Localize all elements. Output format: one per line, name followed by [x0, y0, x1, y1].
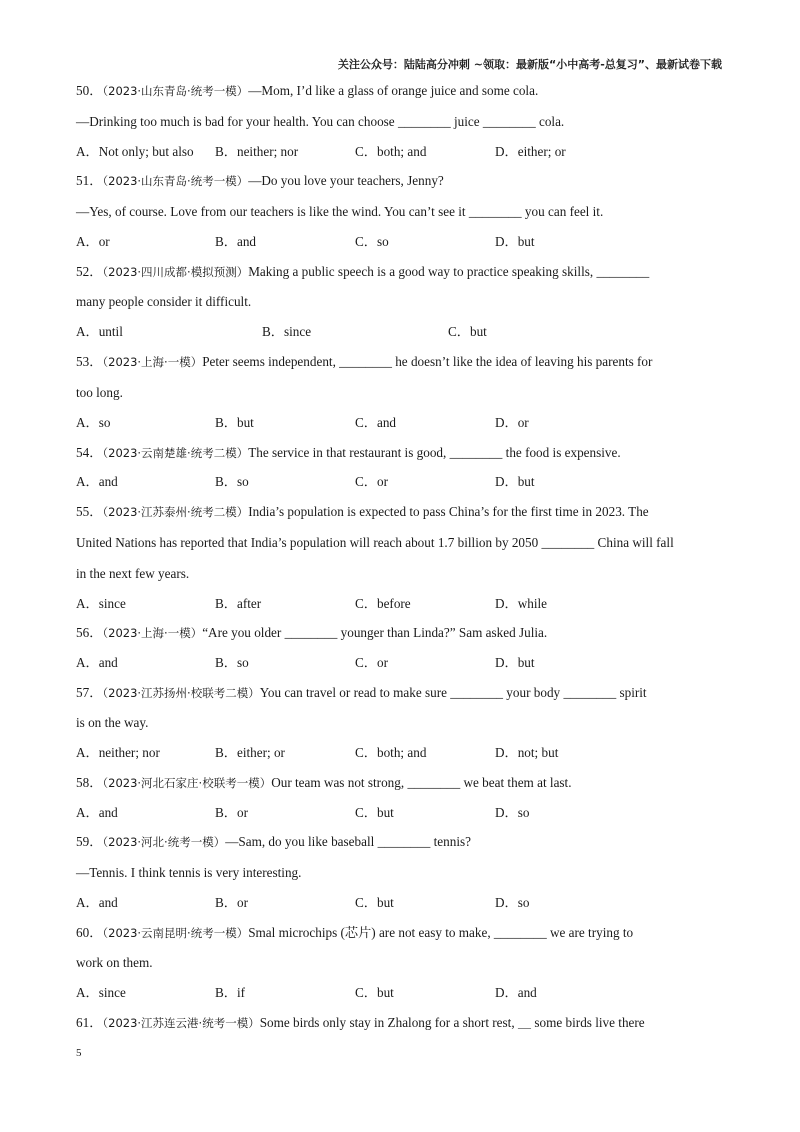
answer-option-b[interactable]: B．either; or	[215, 745, 285, 761]
answer-option-d[interactable]: D．but	[495, 654, 535, 670]
answer-option-b[interactable]: B．neither; nor	[215, 143, 299, 159]
answer-option-b[interactable]: B．but	[215, 414, 254, 430]
question-item	[76, 678, 726, 768]
answer-option-a[interactable]: A．or	[76, 234, 110, 250]
question-text: Our team was not strong, ________ we beat them at last.	[271, 775, 572, 790]
question-stem-continued	[76, 377, 726, 408]
question-number: 59．	[76, 834, 103, 850]
answer-option-c[interactable]: C．but	[355, 895, 394, 911]
answer-option-d[interactable]: D．not; but	[495, 745, 559, 761]
page-number: 5	[76, 1047, 82, 1059]
question-item	[76, 827, 726, 917]
question-stem	[76, 257, 726, 287]
question-item	[76, 438, 726, 497]
question-source: （2023·河北石家庄·校联考一模）	[102, 776, 272, 790]
answer-option-d[interactable]: D．so	[495, 895, 530, 911]
question-item	[76, 166, 726, 256]
answer-options	[76, 467, 726, 497]
answer-option-b[interactable]: B．so	[215, 654, 249, 670]
answer-option-d[interactable]: D．but	[495, 234, 535, 250]
answer-option-b[interactable]: B．or	[215, 804, 248, 820]
question-number: 53．	[76, 354, 103, 370]
answer-option-c[interactable]: C．or	[355, 654, 388, 670]
answer-option-d[interactable]: D．and	[495, 985, 537, 1001]
answer-option-b[interactable]: B．or	[215, 895, 248, 911]
question-stem	[76, 618, 726, 648]
answer-option-d[interactable]: D．either; or	[495, 143, 566, 159]
answer-option-c[interactable]: C．but	[355, 804, 394, 820]
answer-option-a[interactable]: A．and	[76, 474, 118, 490]
question-text: —Yes, of course. Love from our teachers is like the wind. You can’t see it ________ you can feel it.	[76, 204, 604, 220]
question-stem-continued	[76, 707, 726, 738]
question-source: （2023·上海·一模）	[102, 355, 203, 370]
question-list	[76, 76, 726, 1038]
question-number: 56．	[76, 625, 103, 641]
answer-options	[76, 408, 726, 438]
question-item	[76, 1008, 726, 1038]
answer-options	[76, 589, 726, 619]
page-header: 关注公众号：陆陆高分冲刺 ~领取：最新版“小中高考-总复习”、最新试卷下载	[337, 58, 722, 71]
question-source: （2023·江苏连云港·统考一模）	[102, 1016, 260, 1031]
answer-option-b[interactable]: B．if	[215, 985, 246, 1001]
question-text: many people consider it difficult.	[76, 294, 252, 310]
question-text: —Sam, do you like baseball ________ tennis?	[225, 834, 471, 850]
question-text: work on them.	[76, 955, 153, 971]
question-stem-continued	[76, 196, 726, 227]
answer-option-b[interactable]: B．and	[215, 234, 257, 250]
question-stem	[76, 76, 726, 106]
question-text: You can travel or read to make sure ________ your body ________ spirit	[259, 684, 647, 700]
question-number: 60．	[76, 924, 103, 940]
question-text: in the next few years.	[76, 565, 190, 581]
answer-option-b[interactable]: B．since	[262, 324, 312, 340]
answer-option-a[interactable]: A．since	[76, 985, 126, 1001]
answer-option-a[interactable]: A．so	[76, 414, 111, 430]
answer-options	[76, 888, 726, 918]
question-text: Peter seems independent, ________ he doesn’t like the idea of leaving his parents for	[202, 354, 653, 370]
answer-option-d[interactable]: D．while	[495, 595, 548, 611]
question-item	[76, 497, 726, 618]
question-text: The service in that restaurant is good, ________ the food is expensive.	[248, 444, 621, 460]
question-text: “Are you older ________ younger than Linda?” Sam asked Julia.	[202, 625, 548, 641]
question-text: Some birds only stay in Zhalong for a short rest, ＿ some birds live there	[259, 1015, 645, 1031]
answer-option-c[interactable]: C．both; and	[355, 745, 427, 761]
answer-option-a[interactable]: A．and	[76, 654, 118, 670]
question-item	[76, 618, 726, 677]
question-stem	[76, 166, 726, 196]
answer-options	[76, 227, 726, 257]
question-text: Making a public speech is a good way to practice speaking skills, ________	[248, 263, 650, 279]
question-text: India’s population is expected to pass China’s for the first time in 2023. The	[248, 503, 649, 519]
question-text: —Drinking too much is bad for your health. You can choose ________ juice ________ cola.	[76, 113, 565, 129]
question-source: （2023·四川成都·模拟预测）	[102, 264, 249, 279]
answer-option-c[interactable]: C．before	[355, 595, 411, 611]
question-stem	[76, 497, 726, 527]
answer-option-c[interactable]: C．or	[355, 474, 388, 490]
answer-option-a[interactable]: A．since	[76, 595, 126, 611]
question-source: （2023·云南昆明·统考一模）	[102, 925, 249, 940]
question-stem-continued	[76, 286, 726, 317]
question-source: （2023·山东青岛·统考一模）	[102, 84, 249, 98]
question-stem	[76, 768, 726, 798]
answer-option-a[interactable]: A．Not only; but also	[76, 143, 194, 159]
answer-options	[76, 978, 726, 1008]
question-source: （2023·山东青岛·统考一模）	[102, 174, 249, 189]
question-source: （2023·江苏泰州·统考二模）	[102, 504, 249, 519]
answer-option-a[interactable]: A．until	[76, 324, 123, 340]
question-text: United Nations has reported that India’s population will reach about 1.7 billion by 2050 ________ China will fall	[76, 534, 674, 550]
question-stem	[76, 827, 726, 857]
question-number: 54．	[76, 444, 103, 460]
question-text: is on the way.	[76, 715, 149, 731]
answer-options	[76, 137, 726, 167]
answer-option-c[interactable]: C．but	[448, 324, 487, 340]
question-stem	[76, 347, 726, 377]
question-stem-continued	[76, 857, 726, 888]
question-item	[76, 347, 726, 437]
question-number: 58．	[76, 775, 103, 790]
answer-option-a[interactable]: A．and	[76, 895, 118, 911]
question-item	[76, 257, 726, 347]
answer-options	[76, 738, 726, 768]
answer-option-c[interactable]: C．and	[355, 414, 397, 430]
question-text: —Mom, I’d like a glass of orange juice and some cola.	[248, 83, 539, 98]
answer-options	[76, 317, 726, 347]
question-text: too long.	[76, 384, 123, 400]
answer-option-b[interactable]: B．after	[215, 595, 262, 611]
question-stem	[76, 438, 726, 468]
question-stem-continued	[76, 558, 726, 589]
question-item	[76, 918, 726, 1008]
answer-option-c[interactable]: C．but	[355, 985, 394, 1001]
answer-option-c[interactable]: C．so	[355, 234, 389, 250]
question-stem	[76, 918, 726, 948]
question-text: —Do you love your teachers, Jenny?	[248, 173, 444, 189]
answer-option-d[interactable]: D．or	[495, 414, 529, 430]
question-text: —Tennis. I think tennis is very interesting.	[76, 865, 302, 881]
question-number: 55．	[76, 503, 103, 519]
question-item	[76, 768, 726, 827]
answer-option-c[interactable]: C．both; and	[355, 143, 427, 159]
question-source: （2023·河北·统考一模）	[102, 835, 226, 850]
answer-option-d[interactable]: D．but	[495, 474, 535, 490]
question-stem	[76, 1008, 726, 1038]
answer-options	[76, 798, 726, 828]
question-number: 52．	[76, 263, 103, 279]
question-number: 51．	[76, 173, 103, 189]
question-stem	[76, 678, 726, 708]
question-number: 61．	[76, 1015, 103, 1031]
question-number: 50．	[76, 83, 103, 98]
question-item	[76, 76, 726, 166]
question-text: Smal microchips (芯片) are not easy to make, ________ we are trying to	[248, 924, 634, 940]
question-source: （2023·江苏扬州·校联考二模）	[102, 685, 260, 700]
answer-option-b[interactable]: B．so	[215, 474, 249, 490]
question-source: （2023·上海·一模）	[102, 626, 203, 641]
answer-option-d[interactable]: D．so	[495, 804, 530, 820]
question-stem-continued	[76, 527, 726, 558]
question-source: （2023·云南楚雄·统考二模）	[102, 445, 249, 460]
answer-options	[76, 648, 726, 678]
question-stem-continued	[76, 106, 726, 137]
question-stem-continued	[76, 947, 726, 978]
question-number: 57．	[76, 684, 103, 700]
answer-option-a[interactable]: A．and	[76, 804, 118, 820]
answer-option-a[interactable]: A．neither; nor	[76, 745, 160, 761]
